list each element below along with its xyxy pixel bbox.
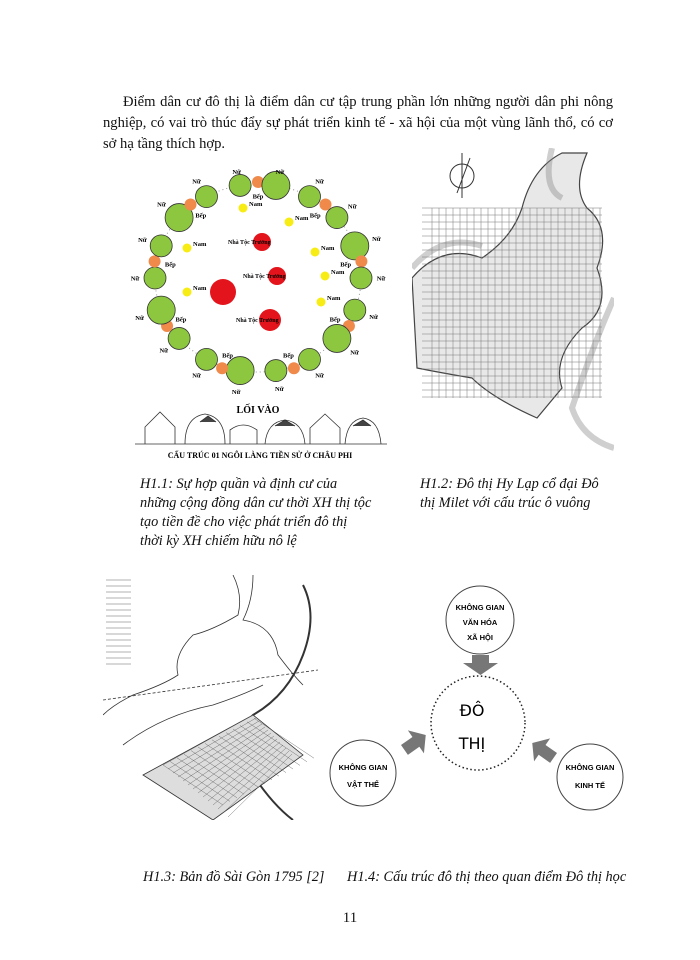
women-label: Nữ (369, 313, 378, 321)
top-node (446, 586, 514, 654)
entrance-label: LỐI VÀO (236, 405, 280, 416)
women-label: Nữ (138, 237, 147, 245)
men-hut (285, 218, 294, 227)
kitchen-label: Bếp (329, 316, 341, 324)
kitchen-label: Bếp (309, 212, 321, 220)
caption-h1-4: H1.4: Cấu trúc đô thị theo quan điểm Đô thị học (347, 869, 627, 885)
kitchen-label: Bếp (340, 261, 352, 269)
men-hut (183, 288, 192, 297)
men-label: Nam (321, 245, 335, 252)
women-label: Nữ (376, 275, 386, 283)
women-label: Nữ (159, 347, 169, 355)
women-label: Nữ (350, 349, 359, 357)
women-label: Nữ (315, 178, 324, 186)
arrow-left-icon (524, 732, 561, 770)
center-node-line-2: THỊ (458, 734, 486, 753)
women-hut (323, 324, 351, 352)
right-node (557, 744, 623, 810)
left-node (330, 740, 396, 806)
kitchen-label: Bếp (222, 352, 233, 360)
women-hut (299, 186, 321, 208)
figure-milet-map (412, 148, 614, 456)
men-label: Nam (193, 241, 207, 248)
kitchen-hut (149, 255, 161, 267)
women-label: Nữ (232, 169, 241, 176)
page-number: 11 (342, 910, 358, 926)
arrow-down-icon (463, 655, 498, 675)
men-hut (311, 248, 320, 257)
left-node-line-1: KHÔNG GIAN (338, 763, 388, 772)
top-node-line-1: KHÔNG GIAN (455, 603, 505, 612)
men-label: Nam (249, 201, 263, 208)
men-label: Nam (331, 269, 345, 276)
right-node-line-1: KHÔNG GIAN (565, 763, 615, 772)
women-label: Nữ (275, 169, 285, 176)
men-hut (321, 272, 330, 281)
women-label: Nữ (157, 201, 166, 209)
women-hut (265, 360, 287, 382)
top-node-line-3: XÃ HỘI (467, 633, 493, 642)
women-hut (341, 232, 369, 260)
women-label: Nữ (315, 372, 324, 380)
figure-african-village (125, 166, 395, 462)
kitchen-hut (319, 198, 331, 210)
kitchen-label: Bếp (283, 352, 294, 360)
kitchen-label: Bếp (164, 261, 176, 269)
women-hut (168, 327, 190, 349)
chief-label: Nhà Tộc Trưởng (228, 240, 271, 246)
chief-label: Nhà Tộc Trưởng (243, 274, 286, 280)
chief-hut (210, 279, 236, 305)
chief-label: Nhà Tộc Trưởng (236, 318, 279, 324)
men-hut (239, 204, 248, 213)
women-hut (229, 174, 251, 196)
kitchen-hut (355, 255, 367, 267)
women-hut (147, 296, 175, 324)
men-hut (317, 298, 326, 307)
kitchen-hut (216, 362, 228, 374)
men-label: Nam (295, 215, 309, 222)
women-hut (196, 186, 218, 208)
kitchen-hut (288, 362, 300, 374)
women-hut (196, 348, 218, 370)
men-label: Nam (193, 285, 207, 292)
women-hut (344, 299, 366, 321)
kitchen-label: Bếp (195, 212, 207, 220)
body-paragraph: Điểm dân cư đô thị là điểm dân cư tập trung phần lớn những người dân phi nông nghiệp, có vai trò thúc đẩy sự phát triển kinh tế - xã hội của một vùng lãnh thổ, có cơ sở hạ tầng thích hợp. (103, 94, 613, 152)
center-node (431, 676, 525, 770)
top-node-line-2: VĂN HÓA (462, 618, 498, 627)
women-label: Nữ (275, 385, 284, 393)
women-hut (144, 267, 166, 289)
women-label: Nữ (347, 203, 357, 211)
women-label: Nữ (372, 236, 381, 244)
women-label: Nữ (192, 178, 201, 186)
women-hut (150, 235, 172, 257)
women-hut (350, 267, 372, 289)
figure-saigon-map (103, 575, 319, 820)
kitchen-label: Bếp (252, 193, 264, 201)
women-hut (326, 207, 348, 229)
women-label: Nữ (192, 372, 201, 380)
huts-sketch (135, 412, 387, 444)
women-label: Nữ (231, 388, 241, 396)
center-node-line-1: ĐÔ (459, 701, 485, 720)
men-label: Nam (327, 295, 341, 302)
caption-h1-1: H1.1: Sự hợp quần và định cư của những cộng đồng dân cư thời XH thị tộc tạo tiền đề cho việc phát triển đô thị thời kỳ XH chiếm hữu nô lệ (140, 476, 372, 549)
caption-h1-2: H1.2: Đô thị Hy Lạp cổ đại Đô thị Milet với cấu trúc ô vuông (420, 476, 599, 511)
figure-urban-structure-diagram (325, 575, 641, 817)
arrow-right-icon (396, 724, 433, 762)
kitchen-hut (185, 198, 197, 210)
women-label: Nữ (130, 275, 140, 283)
women-hut (299, 348, 321, 370)
women-label: Nữ (135, 314, 144, 322)
right-node-line-2: KINH TẾ (575, 781, 605, 790)
caption-h1-3: H1.3: Bản đồ Sài Gòn 1795 [2] (143, 869, 325, 885)
women-hut (226, 357, 254, 385)
left-node-line-2: VẬT THỂ (346, 780, 380, 789)
kitchen-label: Bếp (175, 316, 187, 324)
figure1-title: CẤU TRÚC 01 NGÔI LÀNG TIỀN SỬ Ở CHÂU PHI (167, 451, 353, 460)
men-hut (183, 244, 192, 253)
